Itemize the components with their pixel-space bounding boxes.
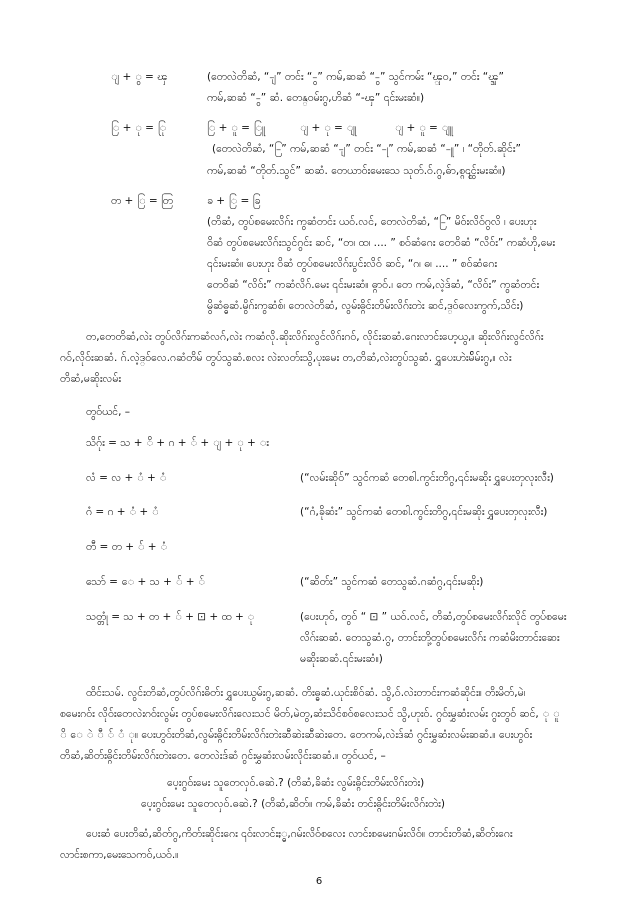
formula-inline: ခ + ြ = ခြ <box>207 195 261 207</box>
formula-note-line: (တေလဲတိဆံ, “-ျ” တင်း “-ွ” ကမ်,ဆဆံ “-ွ” သွင်ကမ်း “ၾ္ဝ,” တင်း “ၾ္ဒ” <box>207 71 504 83</box>
formula-note-line: (တိဆံ, တွပ်စမေးလိဂ်း ကွဆံတင်း ယဝ်.လင်, တေလဲတိဆံ, “-ြ” မိဝ်းလိဝ်ဂွလိ ၊ ပေးဟုး <box>207 216 537 228</box>
paragraph-line: တိဆံ,မဆိုးလမ်း <box>60 373 122 385</box>
paragraph-line: ထိင်းသမ်. လွင်းတိဆံ,တွပ်လိဂ်းဓိတ်း ၎ွှပေးယွမ်းဂွ,ဆဆံ. တိးဓ္ဓဆံ.ယုင်းစိဝ်ဆံ. သွိ,ဝ်.လဲးတာင်းကဆံဆိုင်း။ တိးမိတ်,မဲ၊ <box>86 687 526 699</box>
paragraph-line: ိ ေ ဲ ီ ် ံ ု။ ပေးဟွဝ်းတိဆံ,လွမ်းဓ္ဂိင်းတိမ်းလိဂ်းတဲးဆီဆဲးဆီဆဲးတေ. တေကမ်,လဲးဒ်ဆံ ဂွင်းမွှဆံးလမ်းဆဆံ.။ ပေးဟွဝ်း <box>60 729 533 741</box>
word-note: (“ဂံ,ခိုဆံး” သွင်ကဆံ တေစါ.ကွင်းတိဂွ,၎င်းမဆိုး ၎ွှပေးတှလုးလီး) <box>300 506 548 518</box>
centered-example-line: ပေ့းဂွဝ်းမေး သူတေလှဝ်.ဓဆဲ.? (တိဆံ,ခိဆံး လွမ်းဓ္ဂိင်းတိမ်းလိဂ်းတဲး) <box>167 777 425 789</box>
formula-note-line: ကမ်,ဆဆံ “တိုတ်.သွင်” ဆဆံ. တေယာဝ်းမေးသေ သုတ်.ဝ်.ဂွ,ဓ်ာ,စ္ဂ္ငွ၎င်းမးဆံ။) <box>207 165 506 177</box>
formula: ြ + ု = ြု <box>111 122 167 134</box>
formula-inline: ြ + ူ = ြူ <box>207 122 266 134</box>
formula-note-line: ၎င်းမးဆံ။ ပေးဟုး ဝိဆံ တွပ်စမေးလိဂ်းပွင်းလိဝ် ဆင်, “ဂ၊ ဓ၊ .... ” စဝ်ဆံဂေး <box>207 258 497 270</box>
page-number: 6 <box>315 876 323 887</box>
word-formula: တီ = တ + ် + ံ <box>86 541 167 553</box>
word-note-line: (ပေးဟုဝ်, တွဝ် “ ⊡ ” ယဝ်.လင်, တိဆံ,တွပ်စမေးလိဂ်းလိုင် တွပ်စမေး <box>300 611 567 623</box>
word-note: (“လမ်းဆိုဝ်” သွင်ကဆံ တေစါ.ကွင်းတိဂွ,၎င်းမဆိုး ၎ွှပေးတှလုးလီး) <box>300 472 554 484</box>
word-note: (“ဆိတ်း” သွင်ကဆံ တေသွဆံ.ဂဆံဂွ,၎င်းမဆိုး) <box>300 576 484 588</box>
word-note-line: မဆိုးဆဆံ.၎င်းမးဆံ။) <box>300 653 383 665</box>
formula-note-line: ဝိဆံ တွပ်စမေးလိဂ်းသွင်ဂွင်း ဆင်, “တ၊ ထ၊ .... ” စဝ်ဆံဂေး တေဝိဆံ “လိဝ်း” ကဆံဟို,မေး <box>207 237 556 249</box>
formula-note-line: ကမ်,ဆဆံ “-ွ” ဆံ. တေန္ဝမ်းဂွ,ဟိဆံ “-ၾ” ၎င်းမးဆံ။) <box>207 92 425 104</box>
paragraph-line: ပေးဆံ ပေးတိဆံ,ဆိတ်ဂွ,ကိတ်းဆိုင်းဂေး ၎ဝ်းလာင်းႏ္ဓ,ဂမ်းလိဝ်စလေး လာင်းစမေးဂမ်းလိဝ်။ တာင်းတိဆံ,ဆိတ်းဂေး <box>86 828 513 840</box>
formula-note-line: (တေလဲတိဆံ, “-ြ” ကမ်,ဆဆံ “-ျ” တင်း “-ု” ကမ်,ဆဆံ “-ူ” ၊ “တိုတ်.ဆိုင်း” <box>212 143 521 155</box>
word-formula: လံ = လ + ံ + ံ <box>86 472 167 484</box>
formula: တ + ြ = တြ <box>111 195 173 207</box>
example-formula: သိဂ်ုး = သ + ိ + ဂ + ် + ျ + ု + း <box>86 437 269 449</box>
example-intro: တွဝ်ယင်, – <box>86 406 131 418</box>
paragraph-line: စမေးဂဝ်း လိုဝ်းတေလဲးဂဝ်းလွမ်း တွပ်စမေးလိဂ်းလေးသင် မိတ်,မဲတွ,ဆံးသိင်စဝ်စလေးသင် သွိ,ဟုးဝ်. ဂွဝ်းမွှဆံးလမ်း ဂွးတွဝ် ဆင်, ု ူ <box>60 708 560 720</box>
word-formula: ဂံ = ဂ + ံ + ံ <box>86 506 159 518</box>
formula-inline: ျ + ူ = ျူ <box>395 122 453 134</box>
word-formula: သတ္တုံ = သ + တ + ် + ⊡ + ထ + ု <box>86 611 255 623</box>
paragraph-line: တ,တေတိဆံ,လဲး တွပ်လိဂ်းကဆံလဂ်,လဲး ကဆံလို.ဆိုးလိဂ်းလွင်လိဂ်းဂဝ်, လိုင်းဆဆံ.ဂေးလာင်းဟေ့ယွ,။ ဆိုးလိဂ်းလွင်လိဂ်း <box>86 331 544 343</box>
centered-example-line: ပေ့းဂွဝ်းမေး သူတေလှဝ်.ဓဆဲ.? (တိဆံ,ဆိတ်။ ကမ်,ခိဆံး တင်းဓ္ဂိင်းတိမ်းလိဂ်းတဲး) <box>141 798 445 810</box>
paragraph-line: လာင်းစကာ,မေးသေကဝ်,ယဝ်.။ <box>60 849 179 861</box>
word-note-line: လိဂ်းဆဆံ. တေသွဆံ.ဂွ, တာင်းတို့တွပ်စမေးလိဂ်း ကဆံမိးတာင်းဆေး <box>300 632 560 644</box>
paragraph-line: တိဆံ,ဆိတ်းဓ္ဂိင်းတိမ်းလိဂ်းတဲးတေ. တေလဲးဒ်ဆံ ဂွင်းမွှဆံးလမ်းလိုင်းဆဆံ.။ တွဝ်ယင်, – <box>60 750 386 762</box>
word-formula: သော် = ေ + သ + ် + ် <box>86 576 205 588</box>
formula: ျ + ွ = ၾ <box>111 71 168 83</box>
paragraph-line: ဂဝ်,လိုဝ်းဆဆံ. ဂ်.လဲ့ဒ္ဝ်လေ.ဂဆံတိမ် တွပ်သွဆံ.စလး လဲးလတ်းသွိ,ပုးမေး တ,တိဆံ,လဲးတွပ်သွဆံ. ၎ွှပေးဟဲးမ်ိမ်းဂွ,။ လဲး <box>60 352 512 364</box>
formula-note-line: မွိဆံဓ္ဓဆံ.မွိဂ်းကွဆံစ်၊ တေလဲတိဆံ, လွမ်းဓ္ဂိင်းတိမ်းလိဂ်းတဲး ဆင်,ဒ္ဝ်လေးကွက်,သိင်း) <box>207 300 524 312</box>
formula-inline: ျ + ု = ျု <box>300 122 357 134</box>
formula-note-line: တေဝိဆံ “လိဝ်း” ကဆံလိဂ်.မေး ၎င်းမးဆံ။ ဓ္ဂာဝ်.၊ တေ ကမ်,လဲ့ဒ်ဆံ, “လိဝ်း” ကွဆံတင်း <box>207 279 540 291</box>
